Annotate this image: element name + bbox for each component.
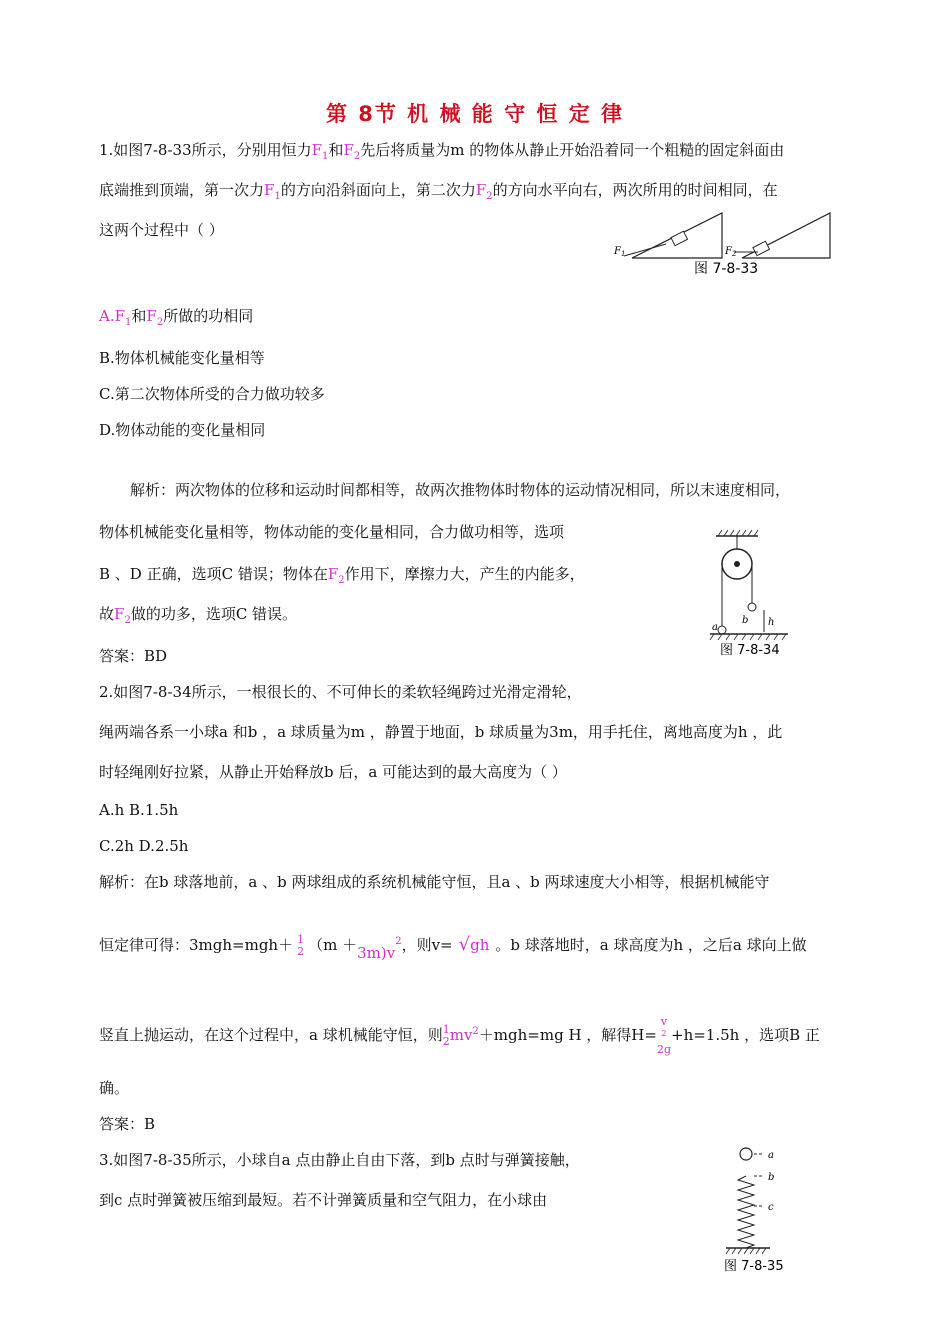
q3-line2: 到c 点时弹簧被压缩到最短。若不计弹簧质量和空气阻力，在小球由 (99, 1191, 548, 1209)
fraction-half: 1 2 (297, 933, 305, 958)
label-c: c (768, 1202, 774, 1213)
pulley-center (734, 561, 740, 567)
q2-options-ab: A.h B.1.5h (99, 801, 179, 819)
label-a: a (712, 622, 718, 633)
ball-a (718, 626, 726, 634)
q2-line1: 2.如图7-8-34所示，一根很长的、不可伸长的柔软轻绳跨过光滑定滑轮， (99, 683, 582, 701)
fig-caption-33: 图 7-8-33 (694, 261, 759, 277)
ground-hatch (710, 634, 786, 640)
q2-analysis-1: 解析：在b 球落地前，a 、b 两球组成的系统机械能守恒，且a 、b 两球速度大小相等，根据机械能守 (99, 873, 770, 891)
q3-line1: 3.如图7-8-35所示，小球自a 点由静止自由下落，到b 点时与弹簧接触， (99, 1151, 580, 1169)
figure-7-8-33 (612, 208, 842, 278)
label-b: b (768, 1172, 775, 1183)
q1-analysis-2: 物体机械能变化量相等，物体动能的变化量相同，合力做功相等，选项 (99, 523, 565, 541)
q1-answer: 答案：BD (99, 647, 168, 665)
label-F1: $F_1$ (614, 246, 626, 258)
force-arrow-1 (624, 244, 666, 256)
q2-options-cd: C.2h D.2.5h (99, 837, 189, 855)
page-title: 第 8节 机 械 能 守 恒 定 律 (325, 102, 625, 126)
block-1 (671, 231, 688, 245)
q1-option-b: B.物体机械能变化量相等 (99, 349, 265, 367)
label-F2: $F_2$ (725, 246, 737, 258)
q2-analysis-3: 竖直上抛运动，在这个过程中，a 球机械能守恒，则 1 2 $mv^2+mgh=mg$ H ，解得H= v $^2$ 2g +h=1.5h ，选项B 正 (99, 1015, 820, 1056)
figure-7-8-35 (720, 1144, 810, 1274)
q1-analysis-4: 故$F_2$做的功多，选项C 错误。 (99, 605, 298, 626)
floor-hatch (726, 1248, 766, 1254)
q1-option-a: $A.F_1$和$F_2$所做的功相同 (99, 307, 254, 328)
q2-analysis-4: 确。 (99, 1079, 130, 1097)
q1-analysis-3: B 、D 正确，选项C 错误；物体在$F_2$作用下，摩擦力大，产生的内能多， (99, 565, 585, 586)
q1-analysis-1: 解析：两次物体的位移和运动时间都相等，故两次推物体时物体的运动情况相同，所以末速度相同， (130, 481, 791, 499)
q1-line1: 1.如图7-8-33所示，分别用恒力$F_1$和$F_2$先后将质量为m 的物体从静止开始沿着同一个粗糙的固定斜面由 (99, 141, 785, 162)
fig-caption-35: 图 7-8-35 (724, 1259, 784, 1274)
ceiling-hatch (718, 530, 758, 536)
q2-line3: 时轻绳刚好拉紧，从静止开始释放b 后，a 可能达到的最大高度为（ ） (99, 763, 567, 781)
q2-answer: 答案：B (99, 1115, 156, 1133)
fig-caption-34: 图 7-8-34 (720, 643, 780, 658)
q1-option-d: D.物体动能的变化量相同 (99, 421, 266, 439)
ball-b (748, 603, 756, 611)
q1-option-c: C.第二次物体所受的合力做功较多 (99, 385, 325, 403)
figure-7-8-34 (708, 526, 798, 658)
label-b: b (742, 615, 749, 626)
ball (740, 1148, 752, 1160)
label-h: h (768, 617, 775, 628)
q1-line3: 这两个过程中（ ） (99, 221, 224, 239)
spring (738, 1176, 754, 1248)
q1-line2: 底端推到顶端，第一次力$F_1$的方向沿斜面向上，第二次力$F_2$的方向水平向右，两次所用的时间相同，在 (99, 181, 778, 202)
q2-analysis-2: 恒定律可得：3mgh=mgh＋ 1 2 $(m +3m)v^2$，则v= √gh 。b 球落地时，a 球高度为h ，之后a 球向上做 (99, 933, 807, 962)
label-a: a (768, 1150, 774, 1161)
q2-line2: 绳两端各系一小球a 和b ，a 球质量为m ，静置于地面，b 球质量为3m，用手托住，离地高度为h ，此 (99, 723, 783, 741)
fraction-half-2: 1 2 (442, 1022, 450, 1048)
fraction-v2-2g: v $^2$ 2g (656, 1015, 671, 1056)
block-2 (753, 241, 770, 255)
